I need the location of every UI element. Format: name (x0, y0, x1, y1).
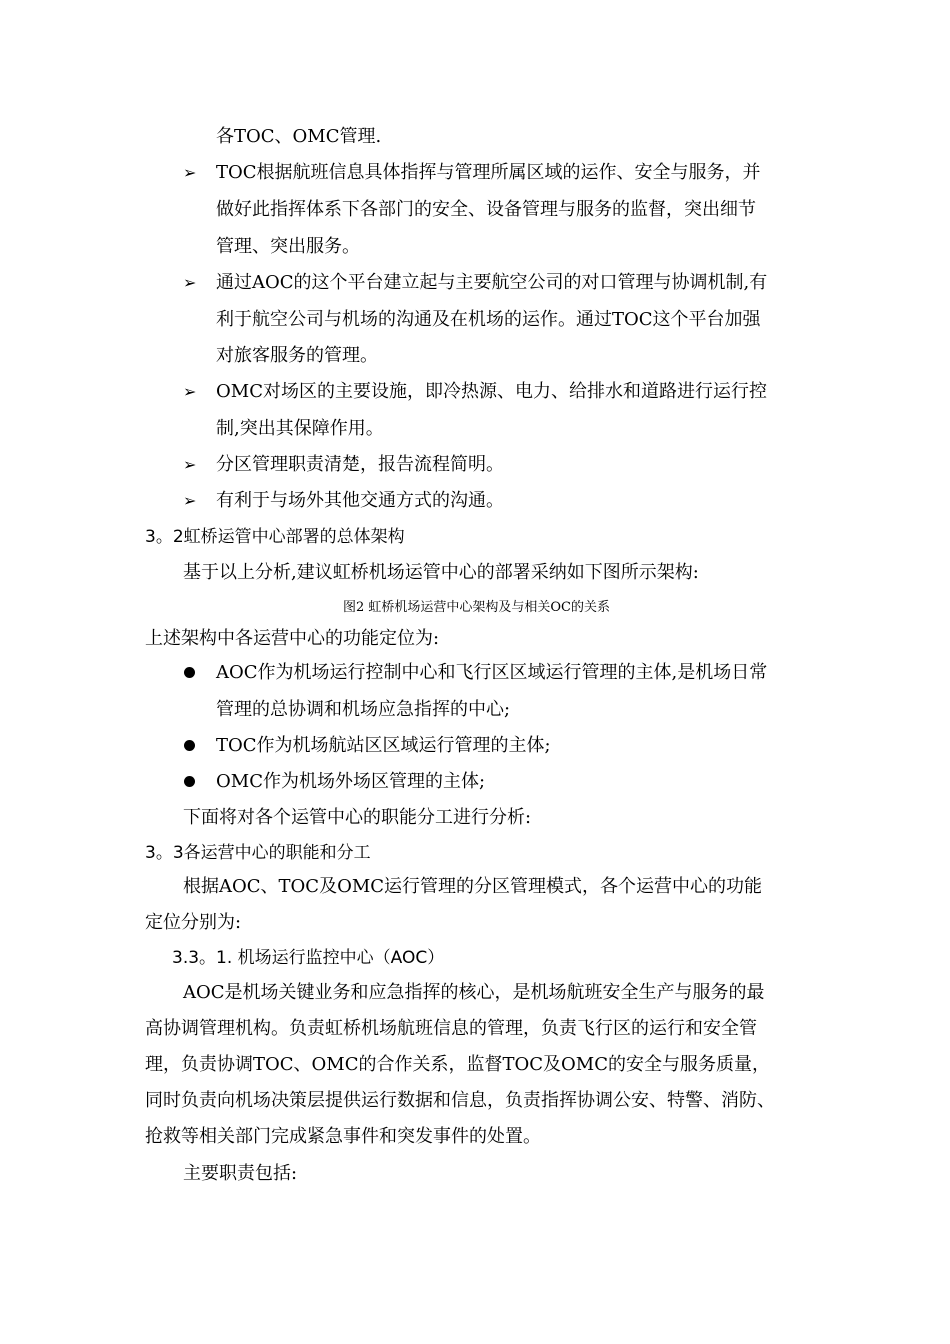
arrow-bullet-icon: ➢ (183, 382, 197, 401)
arrow-bullet-icon: ➢ (183, 455, 197, 474)
paragraph-text: 基于以上分析,建议虹桥机场运管中心的部署采纳如下图所示架构: (183, 562, 699, 583)
bullet-dot-icon (184, 740, 195, 751)
list-item-text: TOC根据航班信息具体指挥与管理所属区域的运作、安全与服务，并 (216, 162, 761, 183)
paragraph-text: 同时负责向机场决策层提供运行数据和信息，负责指挥协调公安、特警、消防、 (145, 1090, 775, 1111)
arrow-bullet-icon: ➢ (183, 273, 197, 292)
list-item-text: TOC作为机场航站区区域运行管理的主体; (216, 735, 551, 756)
paragraph-text: 上述架构中各运营中心的功能定位为: (145, 628, 440, 649)
list-item-text: AOC作为机场运行控制中心和飞行区区域运行管理的主体,是机场日常 (216, 662, 768, 683)
figure-caption: 图2 虹桥机场运营中心架构及与相关OC的关系 (343, 600, 611, 615)
paragraph-text: 理，负责协调TOC、OMC的合作关系，监督TOC及OMC的安全与服务质量， (145, 1054, 770, 1075)
arrow-bullet-icon: ➢ (183, 491, 197, 510)
paragraph-text: 下面将对各个运管中心的职能分工进行分析: (183, 807, 532, 828)
paragraph-text: 高协调管理机构。负责虹桥机场航班信息的管理，负责飞行区的运行和安全管 (145, 1018, 757, 1039)
paragraph-text: 定位分别为: (145, 912, 242, 933)
list-item-text: 分区管理职责清楚，报告流程简明。 (216, 454, 504, 475)
subsection-heading: 3.3。1. 机场运行监控中心（AOC） (172, 948, 445, 968)
paragraph-text: 根据AOC、TOC及OMC运行管理的分区管理模式，各个运营中心的功能 (183, 876, 763, 897)
bullet-dot-icon (184, 776, 195, 787)
section-heading: 3。3各运营中心的职能和分工 (145, 843, 371, 863)
section-heading: 3。2虹桥运管中心部署的总体架构 (145, 527, 405, 547)
list-item-text: 利于航空公司与机场的沟通及在机场的运作。通过TOC这个平台加强 (216, 309, 761, 330)
list-continuation-text: 各TOC、OMC管理. (216, 126, 382, 147)
list-item-text: 管理的总协调和机场应急指挥的中心; (216, 699, 511, 720)
arrow-bullet-icon: ➢ (183, 163, 197, 182)
bullet-dot-icon (184, 667, 195, 678)
paragraph-text: 抢救等相关部门完成紧急事件和突发事件的处置。 (145, 1126, 541, 1147)
paragraph-text: AOC是机场关键业务和应急指挥的核心，是机场航班安全生产与服务的最 (183, 982, 765, 1003)
list-item-text: 对旅客服务的管理。 (216, 345, 378, 366)
list-item-text: 通过AOC的这个平台建立起与主要航空公司的对口管理与协调机制,有 (216, 272, 768, 293)
list-item-text: OMC对场区的主要设施，即冷热源、电力、给排水和道路进行运行控 (216, 381, 767, 402)
list-item-text: 做好此指挥体系下各部门的安全、设备管理与服务的监督，突出细节 (216, 199, 756, 220)
list-item-text: 有利于与场外其他交通方式的沟通。 (216, 490, 504, 511)
list-item-text: OMC作为机场外场区管理的主体; (216, 771, 486, 792)
list-item-text: 管理、突出服务。 (216, 236, 360, 257)
paragraph-text: 主要职责包括: (183, 1163, 298, 1184)
list-item-text: 制,突出其保障作用。 (216, 418, 384, 439)
